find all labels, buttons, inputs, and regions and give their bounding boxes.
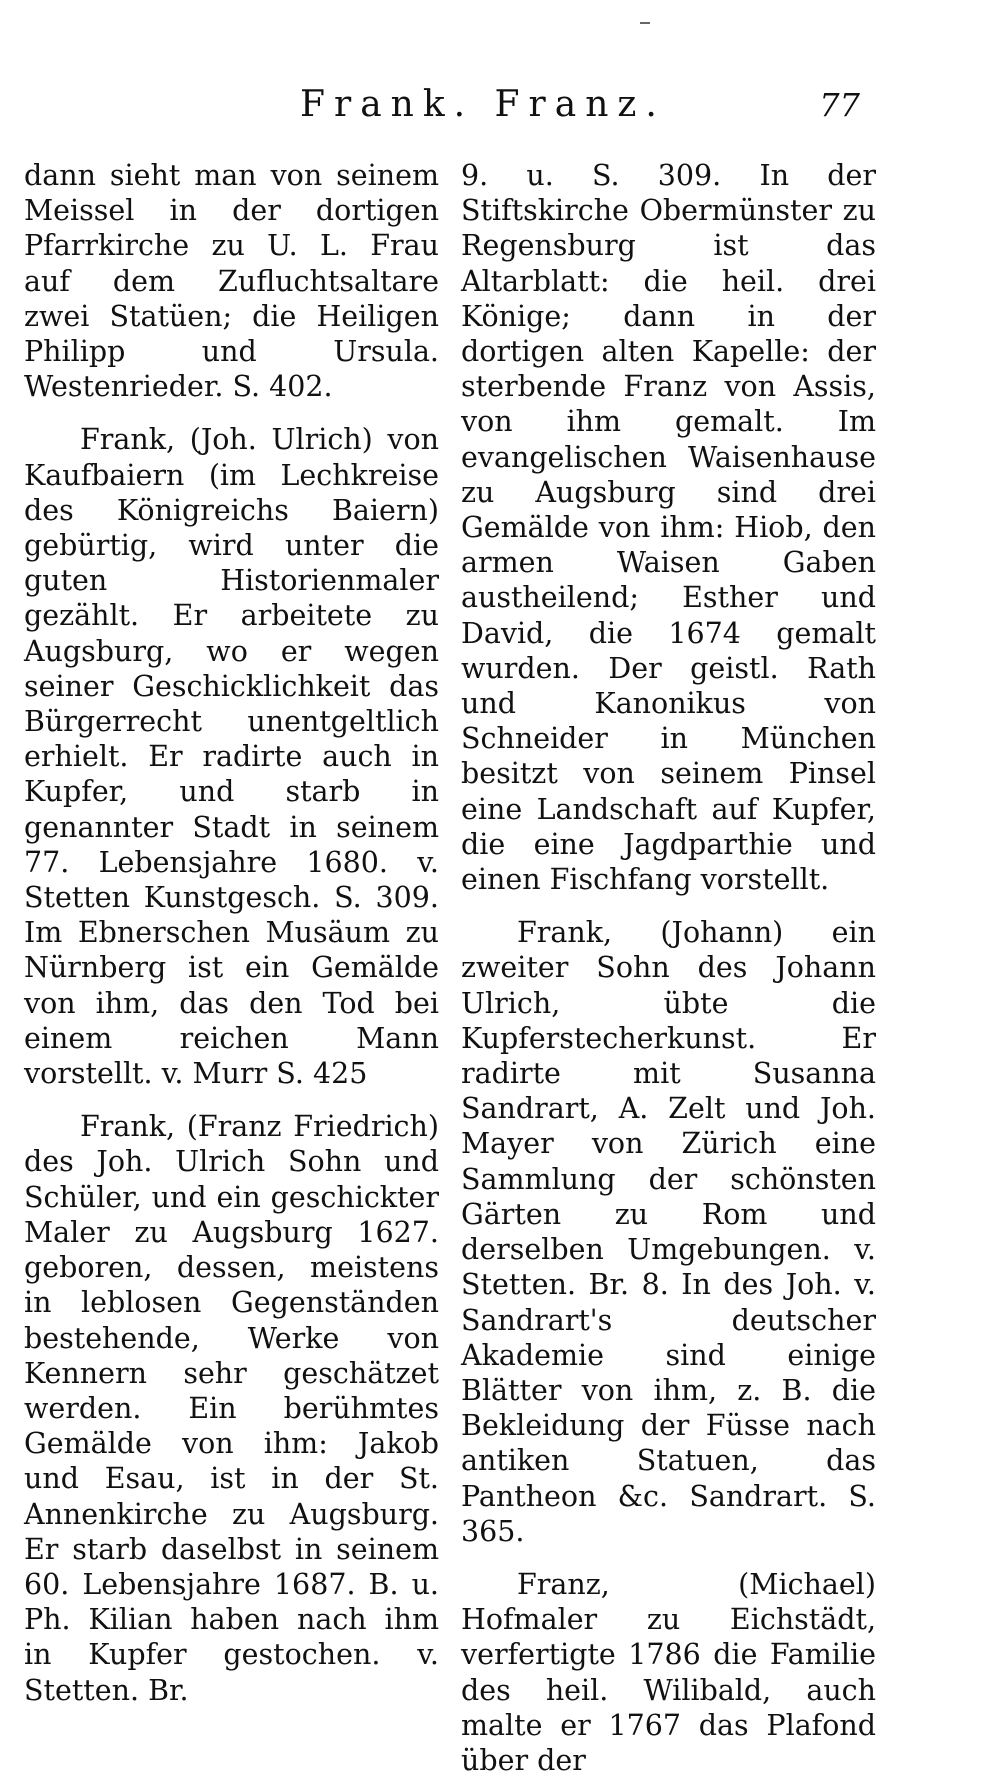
print-speck [640, 22, 650, 24]
paragraph-right-2: Frank, (Johann) ein zweiter Sohn des Johann Ulrich, übte die Kupferstecherkunst. Er radirte mit Susanna Sandrart, A. Zelt und Joh. Mayer von Zürich eine Sammlung der schönsten Gärten zu Rom und derselben Umgebungen. v. Stetten. Br. 8. In des Joh. v. Sandrart's deutscher Akademie sind einige Blätter von ihm, z. B. die Bekleidung der Füsse nach antiken Statuen, das Pantheon &c. Sandrart. S. 365. [461, 916, 876, 1548]
paragraph-right-3: Franz, (Michael) Hofmaler zu Eichstädt, verfertigte 1786 die Familie des heil. Wilibald, auch malte er 1767 das Plafond über der [461, 1567, 876, 1777]
page-header [300, 84, 860, 134]
paragraph-right-1: 9. u. S. 309. In der Stiftskirche Obermünster zu Regensburg ist das Altarblatt: die heil. drei Könige; dann in der dortigen alten Kapelle: der sterbende Franz von Assis, von ihm gemalt. Im evangelischen Waisenhause zu Augsburg sind drei Gemälde von ihm: Hiob, den armen Waisen Gaben austheilend; Esther und David, die 1674 gemalt wurden. Der geistl. Rath und Kanonikus von Schneider in München besitzt von seinem Pinsel eine Landschaft auf Kupfer, die eine Jagdparthie und einen Fischfang vorstellt. [461, 159, 876, 897]
right-column [461, 158, 876, 1778]
running-head: Frank. Franz. [300, 84, 666, 125]
left-column [24, 158, 439, 1708]
page-number: 77 [819, 86, 860, 124]
paragraph-left-2: Frank, (Joh. Ulrich) von Kaufbaiern (im Lechkreise des Königreichs Baiern) gebürtig, wird unter die guten Historienmaler gezählt. Er arbeitete zu Augsburg, wo er wegen seiner Geschicklichkeit das Bürgerrecht unentgeltlich erhielt. Er radirte auch in Kupfer, und starb in genannter Stadt in seinem 77. Lebensjahre 1680. v. Stetten Kunstgesch. S. 309. Im Ebnerschen Musäum zu Nürnberg ist ein Gemälde von ihm, das den Tod bei einem reichen Mann vorstellt. v. Murr S. 425 [24, 423, 439, 1091]
paragraph-left-1: dann sieht man von seinem Meissel in der dortigen Pfarrkirche zu U. L. Frau auf dem Zufluchtsaltare zwei Statüen; die Heiligen Philipp und Ursula. Westenrieder. S. 402. [24, 159, 439, 404]
paragraph-left-3: Frank, (Franz Friedrich) des Joh. Ulrich Sohn und Schüler, und ein geschickter Maler zu Augsburg 1627. geboren, dessen, meistens in leblosen Gegenständen bestehende, Werke von Kennern sehr geschätzet werden. Ein berühmtes Gemälde von ihm: Jakob und Esau, ist in der St. Annenkirche zu Augsburg. Er starb daselbst in seinem 60. Lebensjahre 1687. B. u. Ph. Kilian haben nach ihm in Kupfer gestochen. v. Stetten. Br. [24, 1110, 439, 1707]
